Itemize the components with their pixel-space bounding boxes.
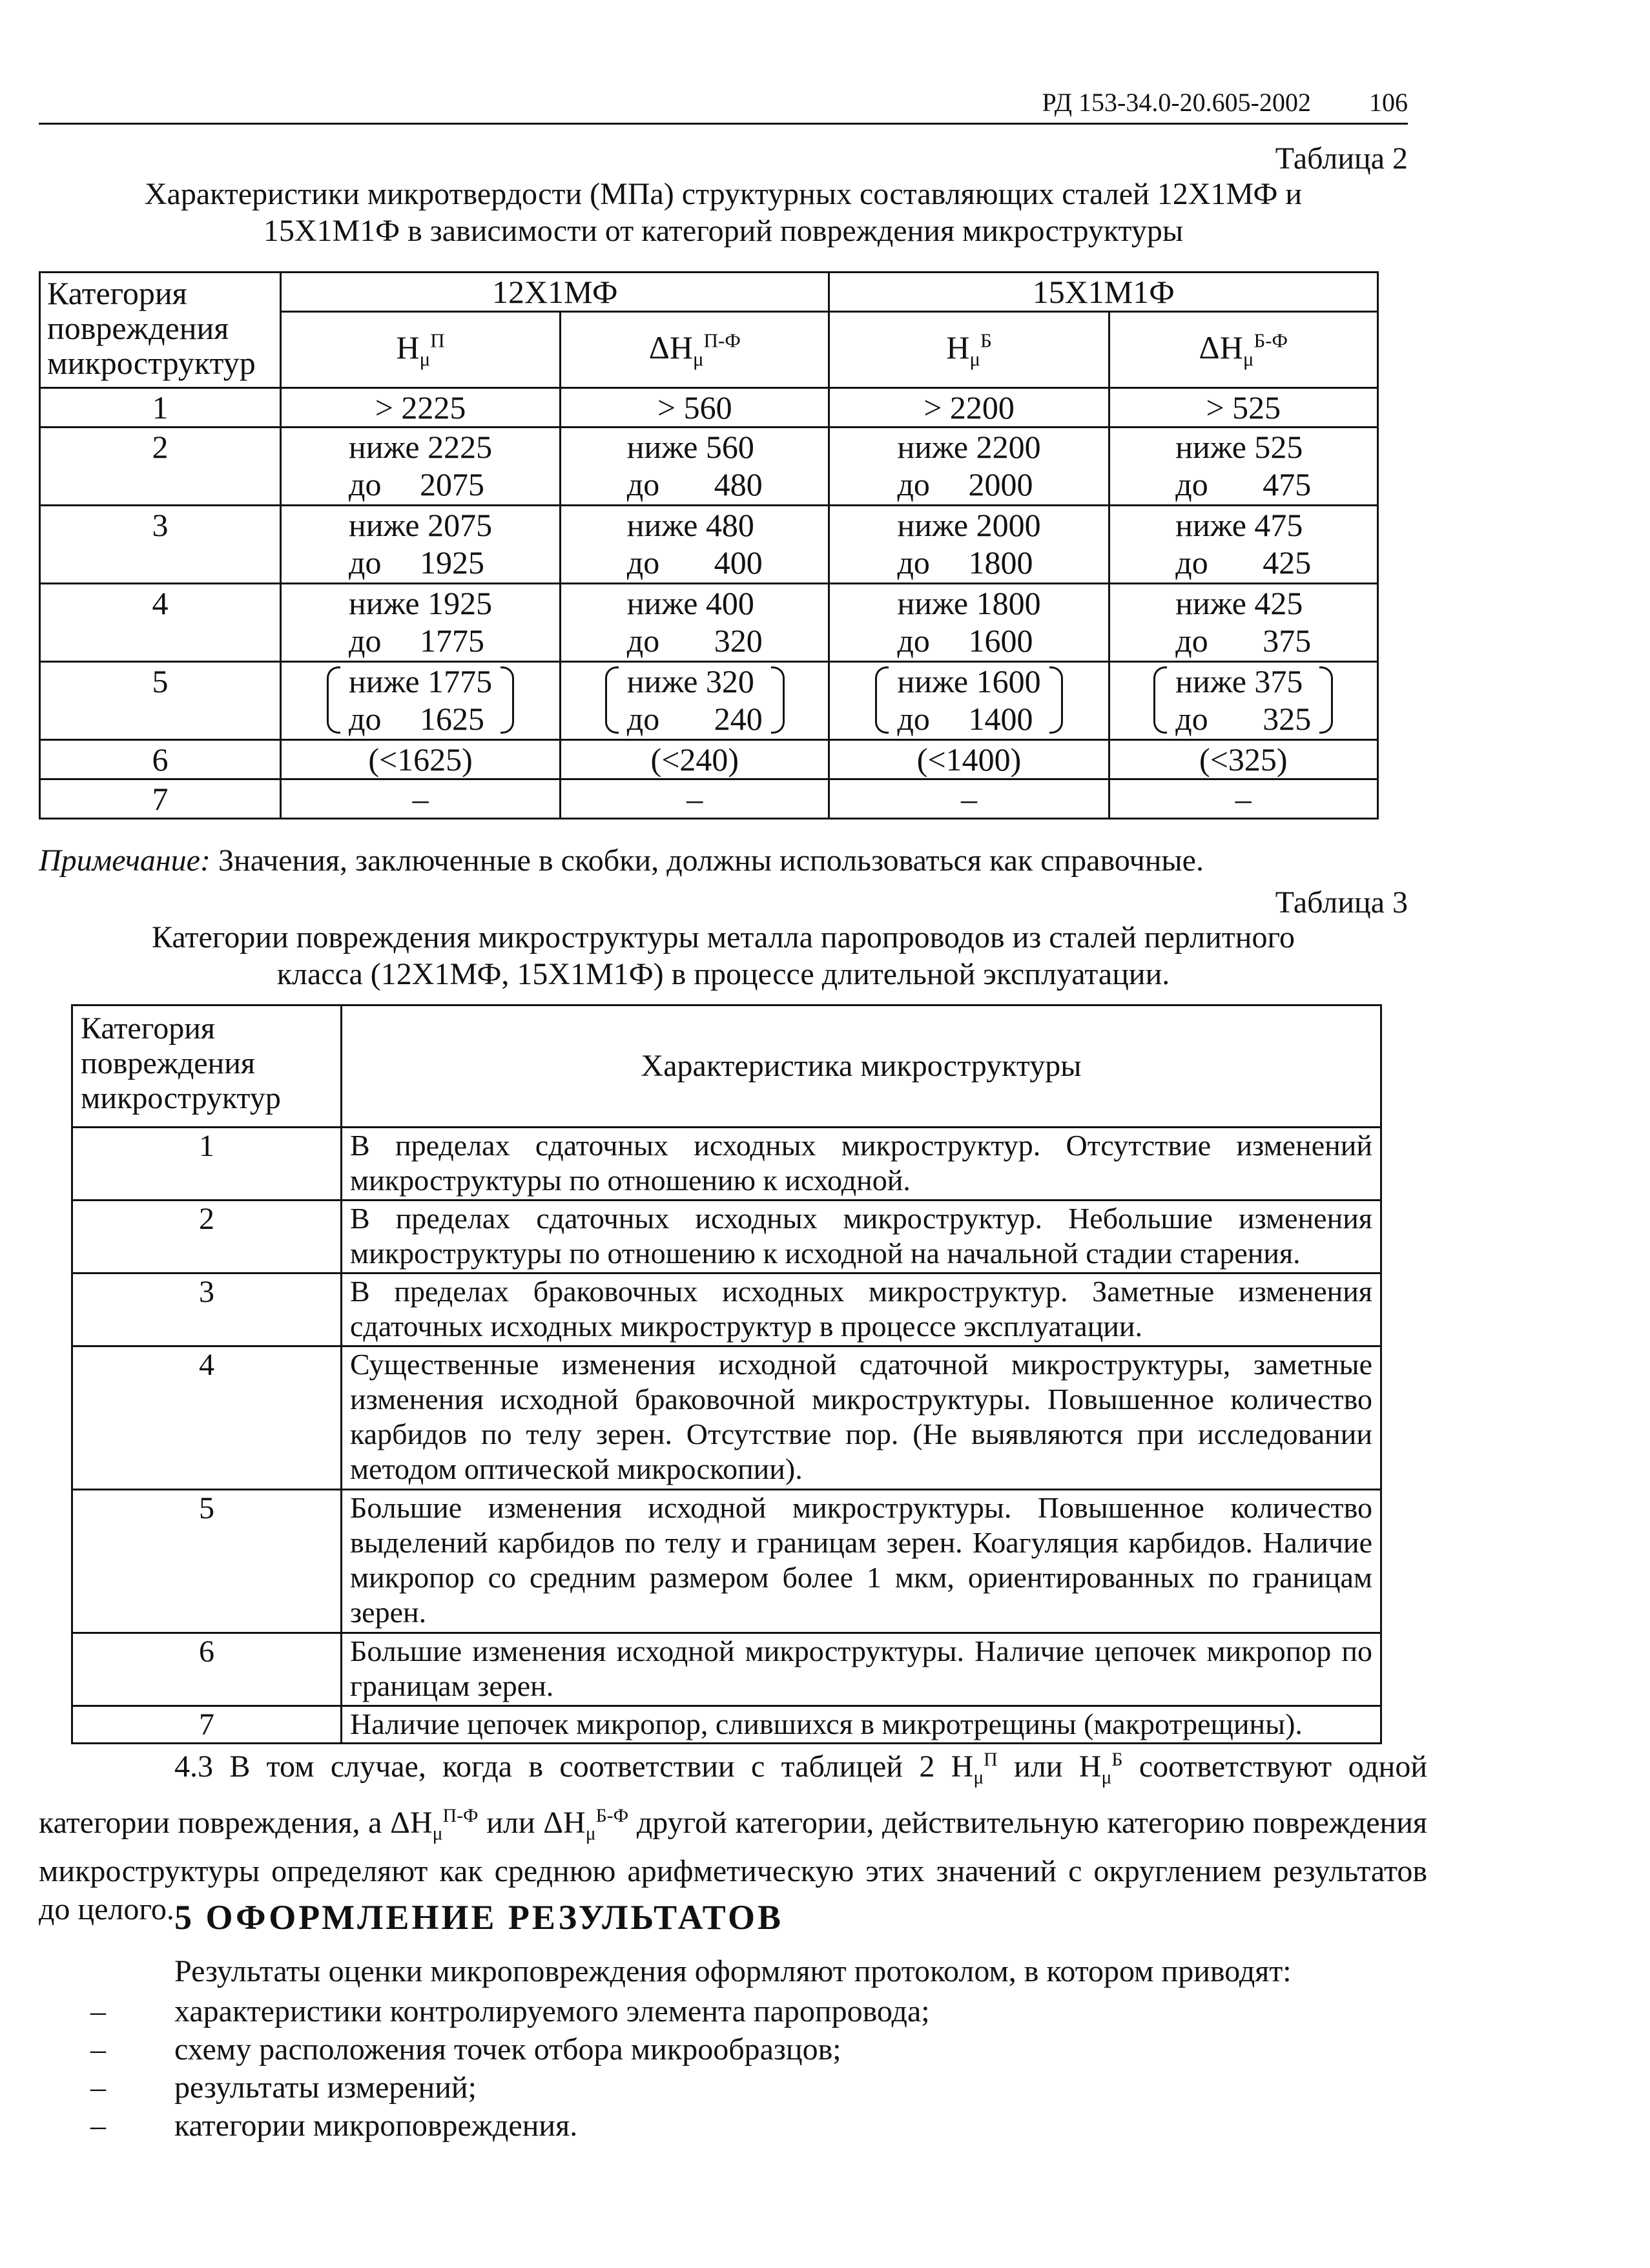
- value-cell: ниже 560 до 480: [561, 428, 829, 506]
- hardness-diff-pearlite-ferrite-header: $\Delta H_\mu^{П-Ф}$: [561, 312, 829, 388]
- category-cell: 4: [40, 584, 281, 662]
- category-cell: 2: [72, 1201, 342, 1273]
- table3-caption-line1: Категории повреждения микроструктуры металла паропроводов из сталей перлитного: [152, 920, 1295, 954]
- list-item: – характеристики контролируемого элемента паропровода;: [90, 1992, 930, 2030]
- table-row: [72, 1273, 1381, 1346]
- table-row: [40, 584, 1378, 662]
- value-cell: –: [1109, 779, 1377, 819]
- description-cell: Большие изменения исходной микроструктуры. Повышенное количество выделений карбидов по телу и границам зерен. Коагуляция карбидов. Наличие микропор со средним размером более 1 мкм, ориентированных по границам зерен.: [342, 1490, 1381, 1633]
- symbol-h-pearlite: $H_\mu^П$: [951, 1749, 998, 1788]
- value-cell: ниже 1925 до 1775: [281, 584, 561, 662]
- list-item: – категории микроповреждения.: [90, 2107, 930, 2145]
- table-row: [40, 740, 1378, 779]
- value-cell: ниже 400 до 320: [561, 584, 829, 662]
- paragraph-4-3: 4.3 В том случае, когда в соответствии с таблицей 2 $H_\mu^П$ или $H_\mu^Б$ соответствуют одной категории повреждения, а $\Delta H_\mu^{П-Ф}$ или $\Delta H_\mu^{Б-Ф}$ другой категории, действительную категорию повреждения микроструктуры определяют как среднюю арифметическую этих значений с округлением результатов до целого.: [39, 1749, 1428, 1927]
- brace-group: ниже 375 до 325: [1153, 663, 1333, 737]
- page-header: [39, 77, 1408, 125]
- category-cell: 5: [40, 662, 281, 740]
- table3-label: Таблица 3: [1275, 885, 1408, 920]
- category-cell: 6: [72, 1633, 342, 1706]
- note-text: Значения, заключенные в скобки, должны использоваться как справочные.: [210, 843, 1204, 878]
- table-row: [40, 662, 1378, 740]
- brace-group: ниже 1775 до 1625: [327, 663, 514, 737]
- category-cell: 4: [72, 1346, 342, 1490]
- value-cell: ниже 425 до 375: [1109, 584, 1377, 662]
- hardness-pearlite-header: $H_\mu^П$: [281, 312, 561, 388]
- hardness-bainite-header: $H_\mu^Б$: [829, 312, 1109, 388]
- symbol-dh-bainite-ferrite: $\Delta H_\mu^{Б-Ф}$: [543, 1804, 629, 1844]
- table-row: [72, 1706, 1381, 1744]
- value-cell: > 560: [561, 388, 829, 428]
- value-cell: ниже 1800 до 1600: [829, 584, 1109, 662]
- hardness-diff-bainite-ferrite-header: $\Delta H_\mu^{Б-Ф}$: [1109, 312, 1377, 388]
- results-list: [90, 1992, 930, 2145]
- table-row: [72, 1201, 1381, 1273]
- category-cell: 3: [40, 506, 281, 584]
- table3-caption: [39, 919, 1408, 993]
- value-cell: ниже 2200 до 2000: [829, 428, 1109, 506]
- description-cell: Наличие цепочек микропор, слившихся в микротрещины (макротрещины).: [342, 1706, 1381, 1744]
- table-row: [40, 428, 1378, 506]
- table2-label: Таблица 2: [1275, 141, 1408, 176]
- category-cell: 6: [40, 740, 281, 779]
- table-row: [40, 388, 1378, 428]
- category-cell: 1: [72, 1128, 342, 1201]
- value-cell: ниже 2000 до 1800: [829, 506, 1109, 584]
- value-cell: [561, 662, 829, 740]
- list-item: – результаты измерений;: [90, 2068, 930, 2107]
- value-cell: –: [829, 779, 1109, 819]
- table2-caption: [39, 176, 1408, 249]
- value-cell: (<1400): [829, 740, 1109, 779]
- steel-12x1mf-header: 12Х1МФ: [281, 273, 829, 312]
- table2-caption-line2: 15Х1М1Ф в зависимости от категорий повреждения микроструктуры: [263, 214, 1184, 248]
- section-5-intro: Результаты оценки микроповреждения оформляют протоколом, в котором приводят:: [174, 1954, 1292, 1988]
- document-code: РД 153-34.0-20.605-2002: [1042, 88, 1311, 117]
- table-row: [72, 1128, 1381, 1201]
- table3-category-header: Категория повреждения микроструктур: [72, 1005, 342, 1128]
- value-cell: [281, 662, 561, 740]
- value-cell: > 525: [1109, 388, 1377, 428]
- value-cell: ниже 475 до 425: [1109, 506, 1377, 584]
- table-row: [40, 779, 1378, 819]
- value-cell: ниже 2075 до 1925: [281, 506, 561, 584]
- value-cell: –: [281, 779, 561, 819]
- category-cell: 5: [72, 1490, 342, 1633]
- table-row: [72, 1346, 1381, 1490]
- symbol-dh-pearlite-ferrite: $\Delta H_\mu^{П-Ф}$: [390, 1804, 479, 1844]
- table-row: [40, 506, 1378, 584]
- category-cell: 1: [40, 388, 281, 428]
- page-number: 106: [1369, 88, 1408, 117]
- list-item: – схему расположения точек отбора микрообразцов;: [90, 2030, 930, 2068]
- brace-group: ниже 1600 до 1400: [875, 663, 1062, 737]
- value-cell: > 2225: [281, 388, 561, 428]
- value-cell: (<240): [561, 740, 829, 779]
- value-cell: ниже 2225 до 2075: [281, 428, 561, 506]
- table2-caption-line1: Характеристики микротвердости (МПа) структурных составляющих сталей 12Х1МФ и: [144, 177, 1303, 211]
- table3-caption-line2: класса (12Х1МФ, 15Х1М1Ф) в процессе длительной эксплуатации.: [276, 957, 1170, 991]
- microhardness-table: [39, 271, 1379, 820]
- value-cell: (<325): [1109, 740, 1377, 779]
- steel-15x1m1f-header: 15Х1М1Ф: [829, 273, 1378, 312]
- description-cell: Большие изменения исходной микроструктуры. Наличие цепочек микропор по границам зерен.: [342, 1633, 1381, 1706]
- table2-category-header: Категория повреждения микроструктур: [40, 273, 281, 388]
- value-cell: ниже 525 до 475: [1109, 428, 1377, 506]
- value-cell: [1109, 662, 1377, 740]
- symbol-h-bainite: $H_\mu^Б$: [1078, 1749, 1123, 1788]
- table3-description-header: Характеристика микроструктуры: [342, 1005, 1381, 1128]
- table2-note: [39, 843, 1204, 878]
- description-cell: Существенные изменения исходной сдаточной микроструктуры, заметные изменения исходной браковочной микроструктуры. Повышенное количество карбидов по телу зерен. Отсутствие пор. (Не выявляются при исследовании методом оптической микроскопии).: [342, 1346, 1381, 1490]
- value-cell: ниже 480 до 400: [561, 506, 829, 584]
- value-cell: (<1625): [281, 740, 561, 779]
- value-cell: –: [561, 779, 829, 819]
- description-cell: В пределах сдаточных исходных микроструктур. Отсутствие изменений микроструктуры по отношению к исходной.: [342, 1128, 1381, 1201]
- description-cell: В пределах браковочных исходных микроструктур. Заметные изменения сдаточных исходных микроструктур в процессе эксплуатации.: [342, 1273, 1381, 1346]
- brace-group: ниже 320 до 240: [605, 663, 785, 737]
- table-row: [72, 1633, 1381, 1706]
- value-cell: > 2200: [829, 388, 1109, 428]
- category-cell: 7: [40, 779, 281, 819]
- category-cell: 2: [40, 428, 281, 506]
- value-cell: [829, 662, 1109, 740]
- table-row: [72, 1490, 1381, 1633]
- damage-category-table: [71, 1004, 1382, 1744]
- section-5-title: 5 ОФОРМЛЕНИЕ РЕЗУЛЬТАТОВ: [174, 1898, 784, 1937]
- category-cell: 7: [72, 1706, 342, 1744]
- category-cell: 3: [72, 1273, 342, 1346]
- note-label: Примечание:: [39, 843, 211, 878]
- description-cell: В пределах сдаточных исходных микроструктур. Небольшие изменения микроструктуры по отношению к исходной на начальной стадии старения.: [342, 1201, 1381, 1273]
